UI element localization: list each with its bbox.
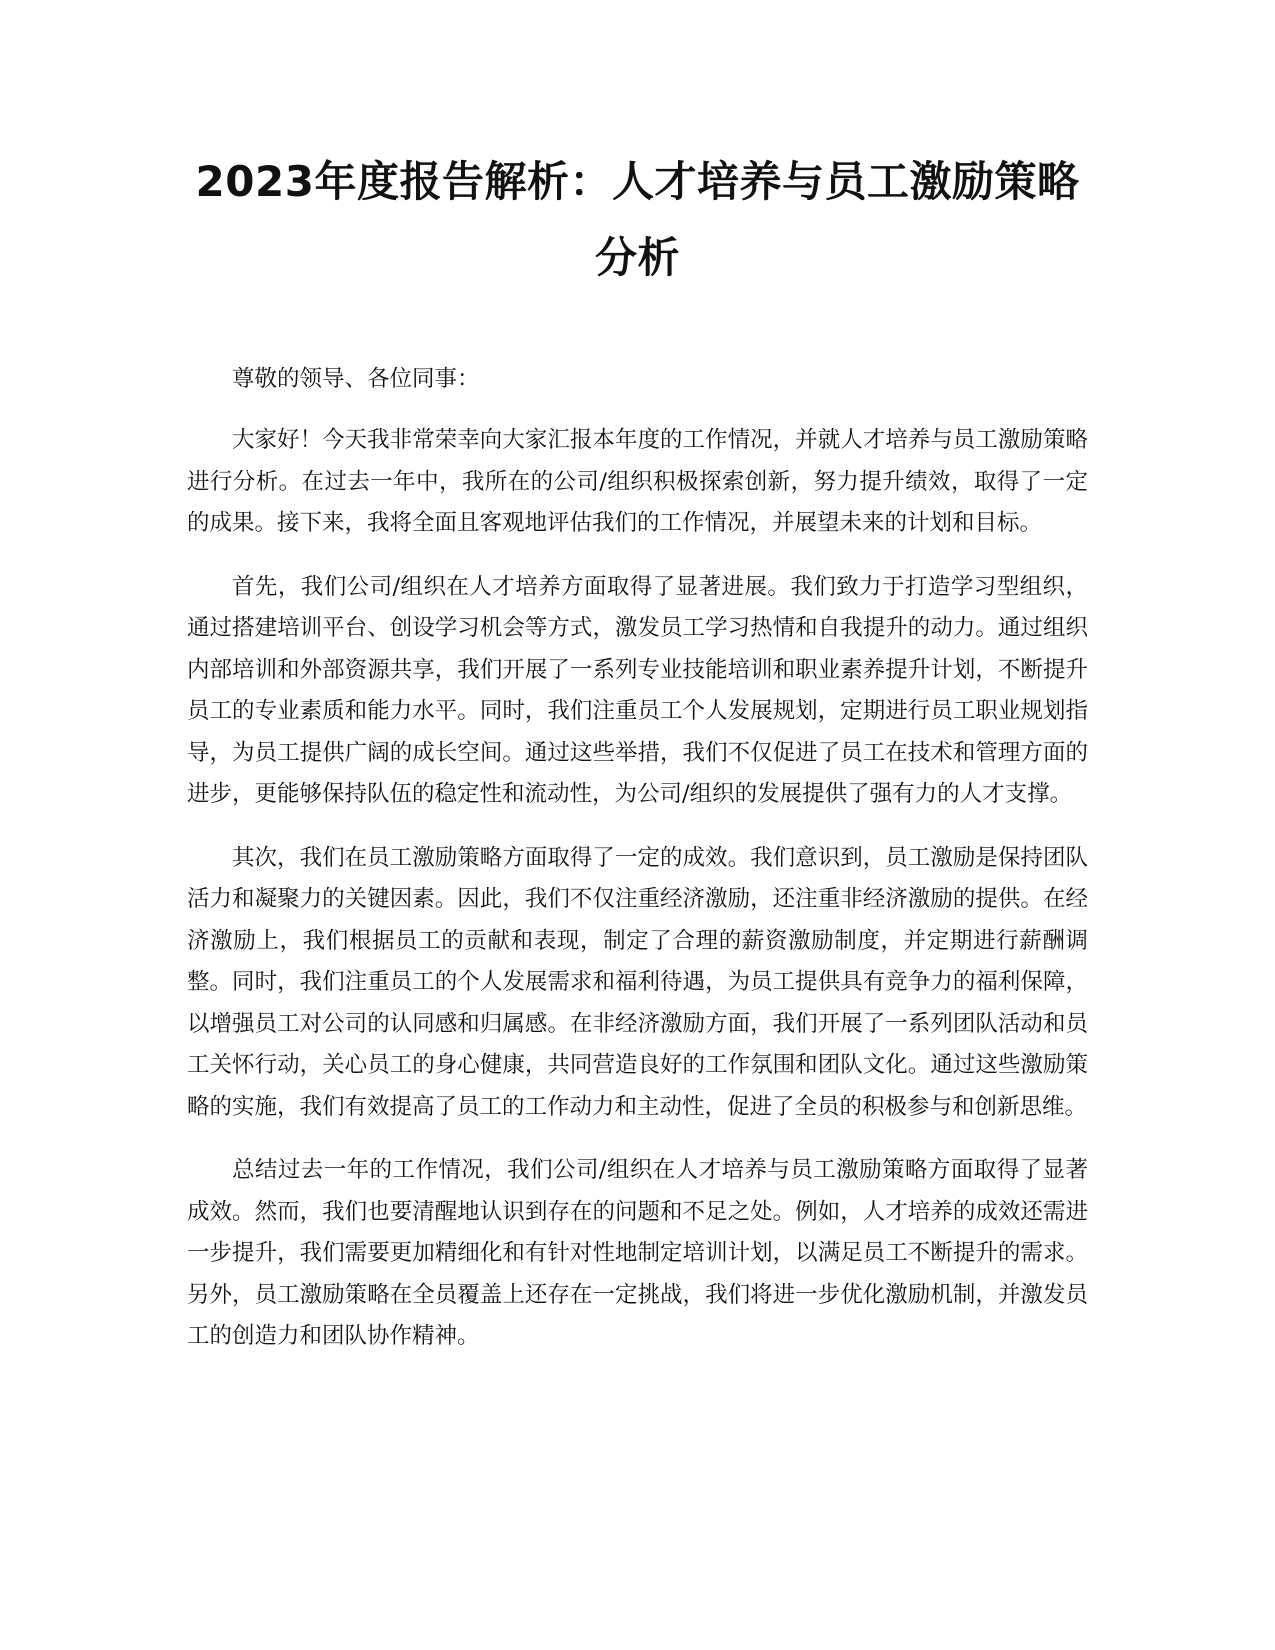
paragraph-summary: 总结过去一年的工作情况，我们公司/组织在人才培养与员工激励策略方面取得了显著成效。然而，我们也要清醒地认识到存在的问题和不足之处。例如，人才培养的成效还需进一步提升，我们需要更加精细化和有针对性地制定培训计划，以满足员工不断提升的需求。另外，员工激励策略在全员覆盖上还存在一定挑战，我们将进一步优化激励机制，并激发员工的创造力和团队协作精神。	[187, 1157, 1088, 1349]
document-title: 2023年度报告解析：人才培养与员工激励策略分析	[195, 157, 1080, 282]
paragraph-intro: 大家好！今天我非常荣幸向大家汇报本年度的工作情况，并就人才培养与员工激励策略进行分析。在过去一年中，我所在的公司/组织积极探索创新，努力提升绩效，取得了一定的成果。接下来，我将全面且客观地评估我们的工作情况，并展望未来的计划和目标。	[187, 427, 1088, 536]
paragraph-talent-development: 首先，我们公司/组织在人才培养方面取得了显著进展。我们致力于打造学习型组织，通过搭建培训平台、创设学习机会等方式，激发员工学习热情和自我提升的动力。通过组织内部培训和外部资源共享，我们开展了一系列专业技能培训和职业素养提升计划，不断提升员工的专业素质和能力水平。同时，我们注重员工个人发展规划，定期进行员工职业规划指导，为员工提供广阔的成长空间。通过这些举措，我们不仅促进了员工在技术和管理方面的进步，更能够保持队伍的稳定性和流动性，为公司/组织的发展提供了强有力的人才支撑。	[187, 573, 1088, 807]
paragraph-employee-incentives: 其次，我们在员工激励策略方面取得了一定的成效。我们意识到，员工激励是保持团队活力和凝聚力的关键因素。因此，我们不仅注重经济激励，还注重非经济激励的提供。在经济激励上，我们根据员工的贡献和表现，制定了合理的薪资激励制度，并定期进行薪酬调整。同时，我们注重员工的个人发展需求和福利待遇，为员工提供具有竞争力的福利保障，以增强员工对公司的认同感和归属感。在非经济激励方面，我们开展了一系列团队活动和员工关怀行动，关心员工的身心健康，共同营造良好的工作氛围和团队文化。通过这些激励策略的实施，我们有效提高了员工的工作动力和主动性，促进了全员的积极参与和创新思维。	[187, 844, 1088, 1120]
salutation: 尊敬的领导、各位同事：	[232, 366, 480, 392]
